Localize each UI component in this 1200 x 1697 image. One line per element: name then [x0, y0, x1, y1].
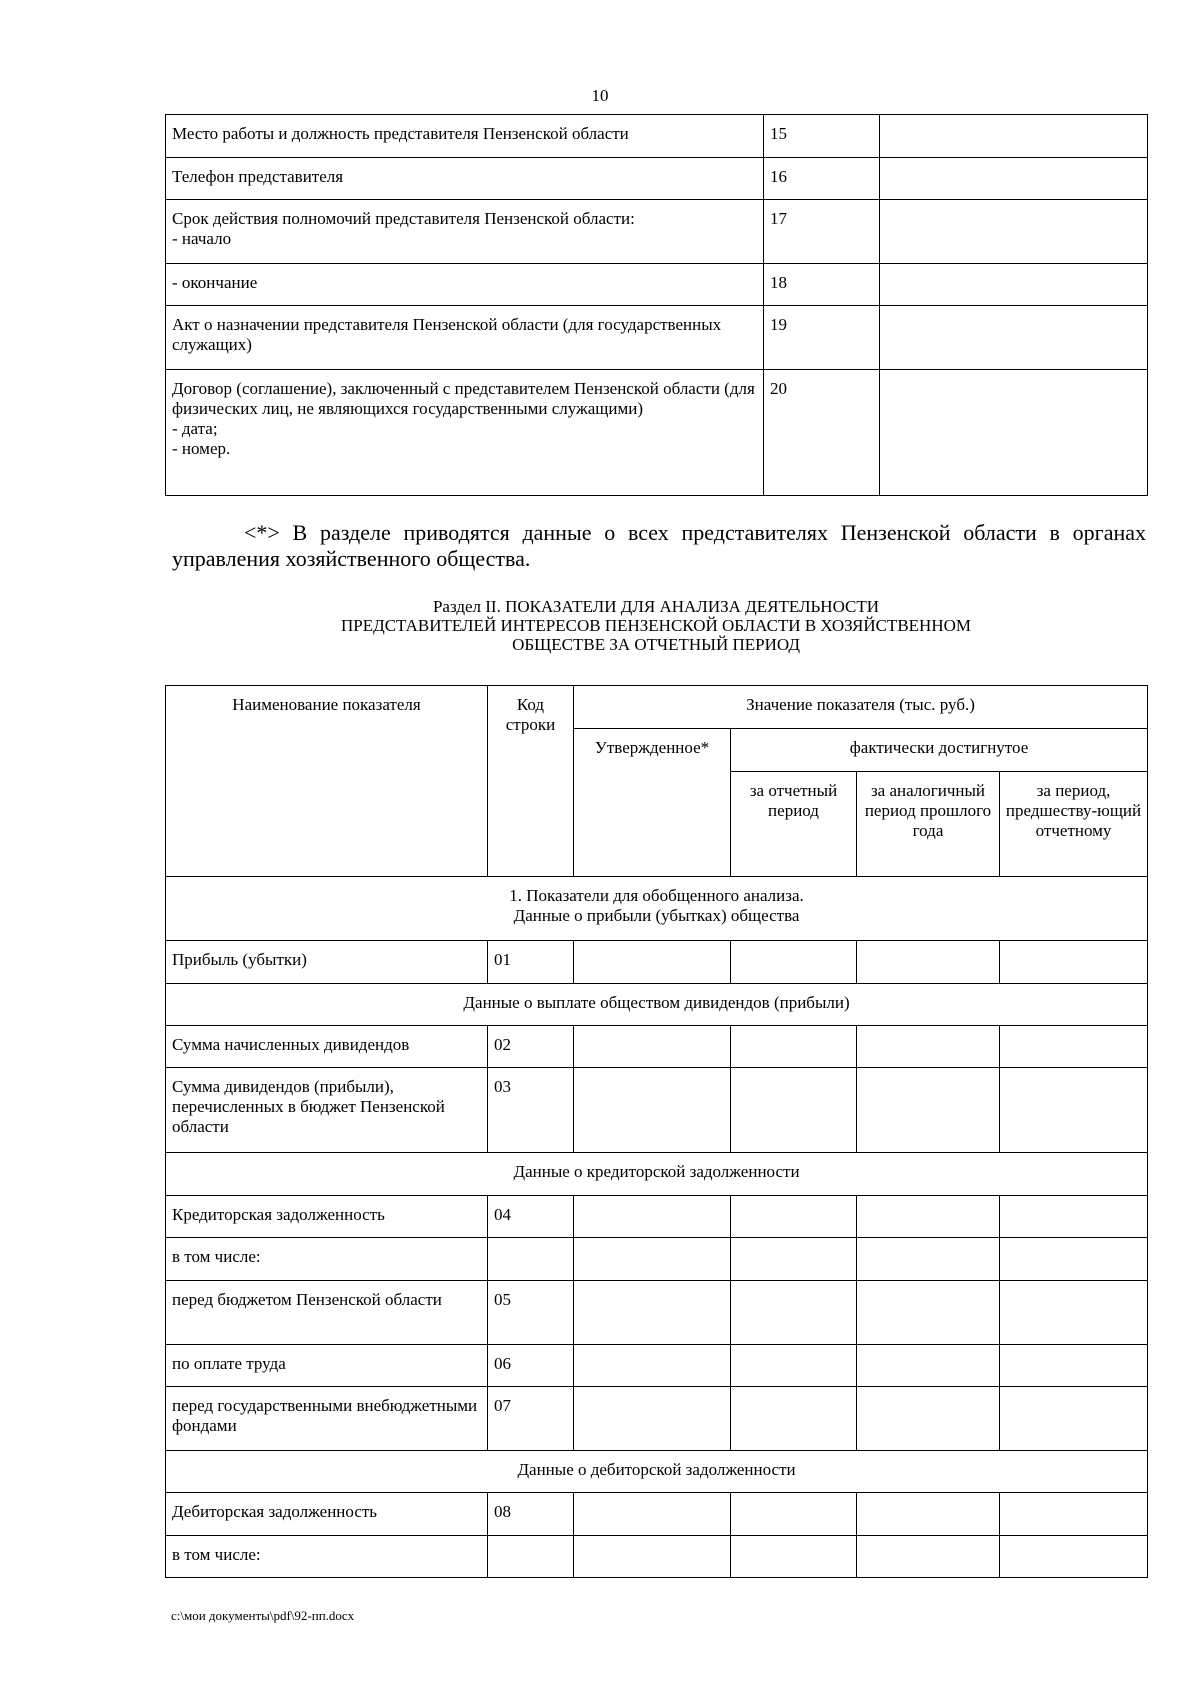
table-row [166, 941, 1148, 984]
row-label: Акт о назначении представителя Пензенской области (для государственных служащих) [166, 306, 764, 370]
header-prev-year: за аналогичный период прошлого года [857, 772, 1000, 877]
row-value [880, 370, 1148, 496]
table-row [166, 1387, 1148, 1451]
footnote: <*> В разделе приводятся данные о всех представителях Пензенской области в органах управления хозяйственного общества. [172, 520, 1146, 571]
cell [574, 1068, 731, 1153]
row-code: 17 [764, 200, 880, 264]
cell [574, 1536, 731, 1578]
row-code: 15 [764, 115, 880, 158]
cell [857, 1387, 1000, 1451]
row-label: Сумма дивидендов (прибыли), перечисленных в бюджет Пензенской области [166, 1068, 488, 1153]
table-row [166, 370, 1148, 496]
row-label: Сумма начисленных дивидендов [166, 1026, 488, 1068]
row-code [488, 1536, 574, 1578]
table-row [166, 200, 1148, 264]
table-row [166, 1026, 1148, 1068]
cell [1000, 941, 1148, 984]
cell [731, 1026, 857, 1068]
row-value [880, 306, 1148, 370]
cell [857, 1068, 1000, 1153]
cell [731, 1238, 857, 1281]
row-label: Прибыль (убытки) [166, 941, 488, 984]
section-heading-line: Раздел II. ПОКАЗАТЕЛИ ДЛЯ АНАЛИЗА ДЕЯТЕЛЬНОСТИ [432, 597, 880, 616]
cell [1000, 1026, 1148, 1068]
table-row [166, 1238, 1148, 1281]
row-label: перед бюджетом Пензенской области [166, 1281, 488, 1345]
cell [857, 1536, 1000, 1578]
page-number: 10 [591, 86, 609, 105]
row-code: 02 [488, 1026, 574, 1068]
header-current: за отчетный период [731, 772, 857, 877]
cell [574, 1026, 731, 1068]
section-heading-line: ОБЩЕСТВЕ ЗА ОТЧЕТНЫЙ ПЕРИОД [512, 635, 800, 654]
row-code: 20 [764, 370, 880, 496]
row-label: Телефон представителя [166, 158, 764, 200]
header-actual: фактически достигнутое [731, 729, 1148, 772]
file-path-footer: c:\мои документы\pdf\92-пп.docx [171, 1608, 355, 1623]
row-label: Дебиторская задолженность [166, 1493, 488, 1536]
header-prior: за период, предшеству-ющий отчетному [1000, 772, 1148, 877]
cell [574, 941, 731, 984]
cell [574, 1387, 731, 1451]
row-code: 05 [488, 1281, 574, 1345]
group-title: 1. Показатели для обобщенного анализа. Данные о прибыли (убытках) общества [166, 877, 1148, 941]
group-title: Данные о кредиторской задолженности [166, 1153, 1148, 1196]
row-code: 04 [488, 1196, 574, 1238]
indicators-table [165, 685, 1148, 1578]
cell [574, 1196, 731, 1238]
row-label: перед государственными внебюджетными фондами [166, 1387, 488, 1451]
cell [857, 1196, 1000, 1238]
row-value [880, 158, 1148, 200]
row-code: 06 [488, 1345, 574, 1387]
cell [1000, 1387, 1148, 1451]
cell [1000, 1536, 1148, 1578]
cell [731, 1281, 857, 1345]
section-heading-line: ПРЕДСТАВИТЕЛЕЙ ИНТЕРЕСОВ ПЕНЗЕНСКОЙ ОБЛАСТИ В ХОЗЯЙСТВЕННОМ [341, 616, 971, 635]
row-code: 08 [488, 1493, 574, 1536]
group-row [166, 1451, 1148, 1493]
table-row [166, 1345, 1148, 1387]
group-title: Данные о дебиторской задолженности [166, 1451, 1148, 1493]
group-row [166, 984, 1148, 1026]
cell [857, 1281, 1000, 1345]
header-row [166, 686, 1148, 729]
row-label: Срок действия полномочий представителя Пензенской области: - начало [166, 200, 764, 264]
table-row [166, 1493, 1148, 1536]
cell [731, 1493, 857, 1536]
row-label: по оплате труда [166, 1345, 488, 1387]
cell [731, 1536, 857, 1578]
row-code [488, 1238, 574, 1281]
cell [574, 1493, 731, 1536]
row-code: 07 [488, 1387, 574, 1451]
cell [731, 1196, 857, 1238]
cell [1000, 1196, 1148, 1238]
cell [857, 941, 1000, 984]
table-row [166, 306, 1148, 370]
row-label: Кредиторская задолженность [166, 1196, 488, 1238]
row-code: 16 [764, 158, 880, 200]
row-value [880, 264, 1148, 306]
table-row [166, 1536, 1148, 1578]
row-value [880, 200, 1148, 264]
table-row [166, 115, 1148, 158]
header-approved: Утвержденное* [574, 729, 731, 877]
representative-table [165, 114, 1148, 496]
cell [574, 1238, 731, 1281]
row-label: Договор (соглашение), заключенный с представителем Пензенской области (для физических лиц, не являющихся государственными служащими) - дата; - номер. [166, 370, 764, 496]
row-code: 18 [764, 264, 880, 306]
header-name: Наименование показателя [166, 686, 488, 877]
cell [857, 1238, 1000, 1281]
cell [731, 941, 857, 984]
table-row [166, 1196, 1148, 1238]
cell [1000, 1493, 1148, 1536]
group-row [166, 1153, 1148, 1196]
cell [1000, 1281, 1148, 1345]
cell [1000, 1068, 1148, 1153]
header-code: Код строки [488, 686, 574, 877]
cell [1000, 1238, 1148, 1281]
group-row [166, 877, 1148, 941]
row-label: в том числе: [166, 1238, 488, 1281]
cell [731, 1068, 857, 1153]
row-label: Место работы и должность представителя Пензенской области [166, 115, 764, 158]
section-heading [165, 597, 1147, 654]
table-row [166, 1281, 1148, 1345]
cell [857, 1026, 1000, 1068]
row-label: - окончание [166, 264, 764, 306]
cell [574, 1345, 731, 1387]
cell [857, 1345, 1000, 1387]
cell [857, 1493, 1000, 1536]
table-row [166, 264, 1148, 306]
cell [574, 1281, 731, 1345]
header-value: Значение показателя (тыс. руб.) [574, 686, 1148, 729]
row-code: 03 [488, 1068, 574, 1153]
cell [731, 1345, 857, 1387]
row-code: 19 [764, 306, 880, 370]
row-code: 01 [488, 941, 574, 984]
table-row [166, 158, 1148, 200]
row-label: в том числе: [166, 1536, 488, 1578]
cell [731, 1387, 857, 1451]
row-value [880, 115, 1148, 158]
group-title: Данные о выплате обществом дивидендов (прибыли) [166, 984, 1148, 1026]
table-row [166, 1068, 1148, 1153]
cell [1000, 1345, 1148, 1387]
